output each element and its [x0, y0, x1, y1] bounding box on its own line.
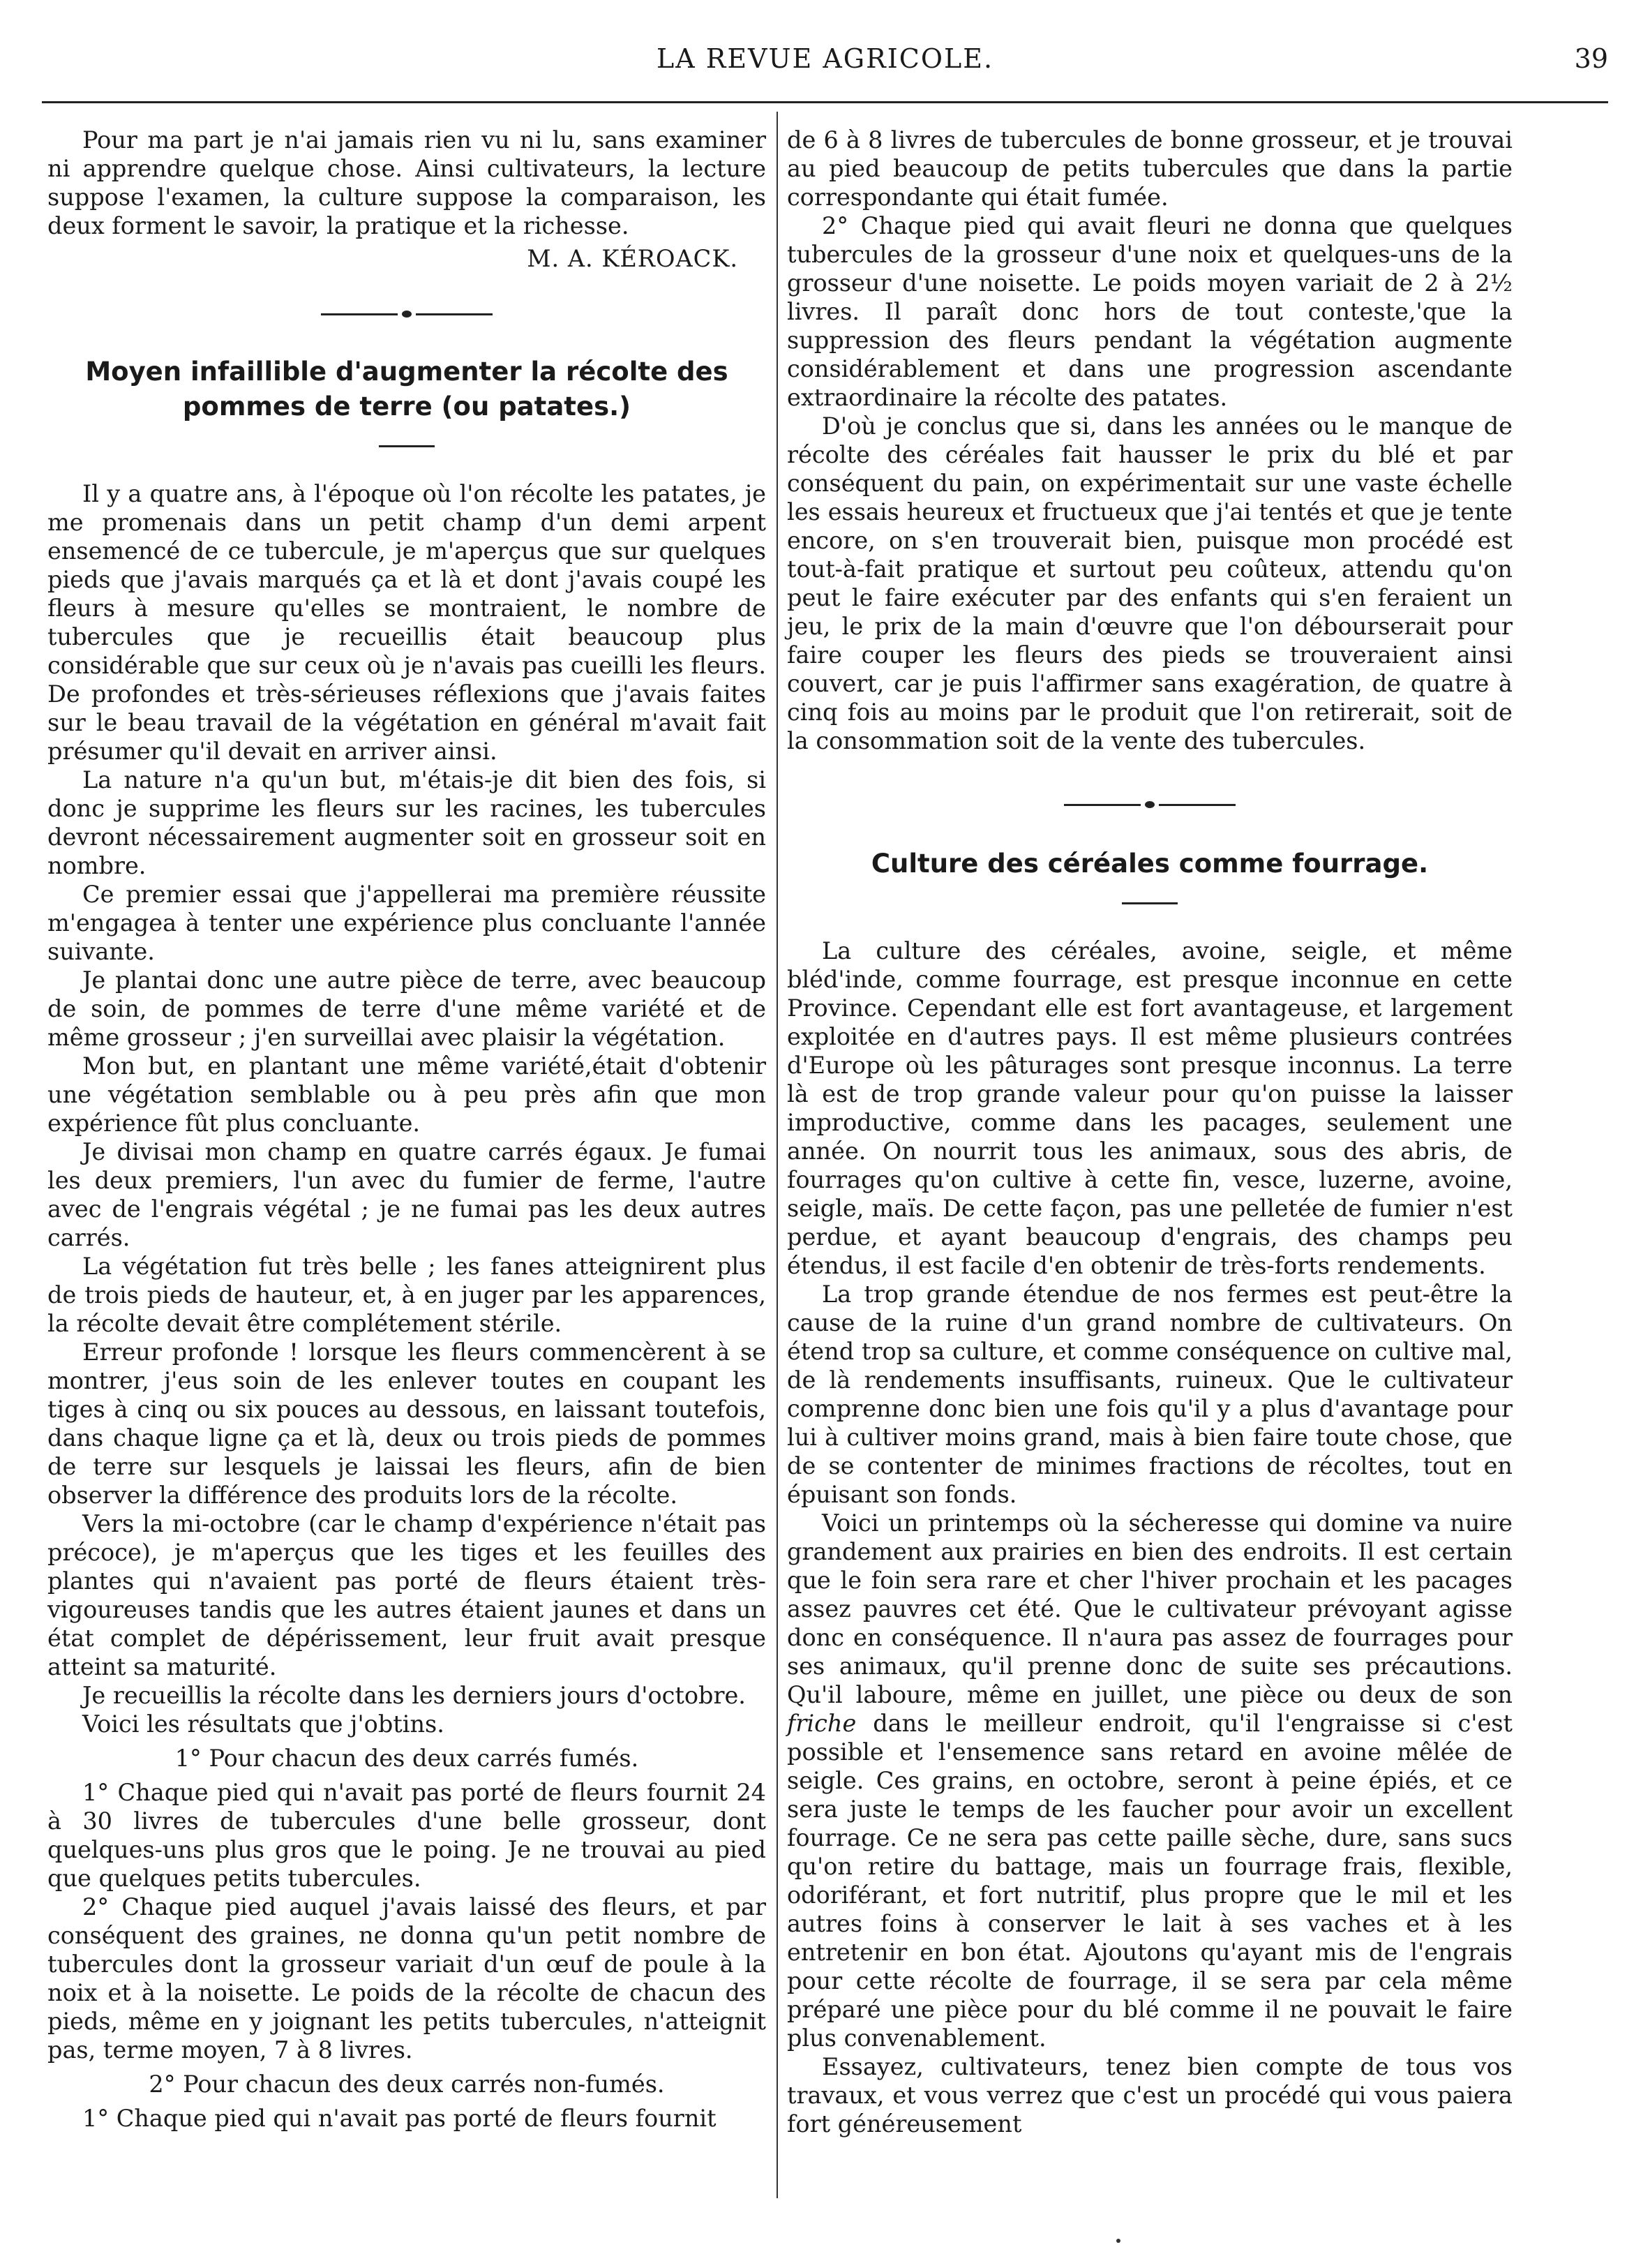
title-rule [1122, 902, 1178, 904]
header-rule [42, 101, 1608, 103]
results-subheading: 1° Pour chacun des deux carrés fumés. [174, 1745, 639, 1772]
paragraph: Je divisai mon champ en quatre carrés égaux. Je fumai les deux premiers, l'un avec du fumier de ferme, l'autre avec de l'engrais végétal ; je ne fumai pas les deux autres carrés. [47, 1138, 766, 1251]
paragraph: La culture des céréales, avoine, seigle, et même bléd'inde, comme fourrage, est presque inconnue en cette Province. Cependant elle est fort avantageuse, et largement exploitée en d'autres pays. Il est même plusieurs contrées d'Europe où les pâturages sont presque inconnus. La terre là est de trop grande valeur pour qu'on puisse la laisser improductive, comme dans les pacages, seulement une année. On nourrit tous les animaux, sous des abris, de fourrages qu'on cultive à cette fin, vesce, luzerne, avoine, seigle, maïs. De cette façon, pas une pelletée de fumier n'est perdue, et ayant beaucoup d'engrais, des champs peu étendus, il est facile d'en obtenir de très-forts rendements. [787, 937, 1513, 1279]
ornament-line [1064, 804, 1141, 806]
right-column [787, 126, 1513, 2138]
running-head: LA REVUE AGRICOLE. [656, 43, 994, 74]
paragraph: Il y a quatre ans, à l'époque où l'on récolte les patates, je me promenais dans un petit champ d'un demi arpent ensemencé de ce tubercule, je m'aperçus que sur quelques pieds que j'avais marqués ça et là et dont j'avais coupé les fleurs à mesure qu'elles se montraient, le nombre de tubercules que je recueillis était beaucoup plus considérable que sur ceux où je n'avais pas cueilli les fleurs. De profondes et très-sérieuses réflexions que j'avais faites sur le beau travail de la végétation en général m'avait fait présumer qu'il devait en arriver ainsi. [47, 480, 766, 765]
paragraph: 1° Chaque pied qui n'avait pas porté de fleurs fournit [82, 2105, 717, 2132]
ornament-dot [402, 311, 412, 318]
left-column [47, 126, 766, 2133]
paragraph: D'où je conclus que si, dans les années ou le manque de récolte des céréales fait hausser le prix du blé et par conséquent du pain, on expérimentait sur une vaste échelle les essais heureux et fructueux que j'ai tentés et que je tente encore, on s'en trouverait bien, puisque mon procédé est tout-à-fait pratique et surtout peu coûteux, attendu qu'on peut le faire exécuter par des enfants qui s'en feraient un jeu, le prix de la main d'œuvre que l'on débourserait pour faire couper les fleurs des pieds se trouveraient ainsi couvert, car je puis l'affirmer sans exagération, de quatre à cinq fois au moins par le produit que l'on retirerait, soit de la consommation soit de la vente des tubercules. [787, 412, 1513, 754]
ornament-line [416, 313, 493, 315]
title-rule [379, 445, 435, 447]
paragraph: Mon but, en plantant une même variété,était d'obtenir une végétation semblable ou à peu près afin que mon expérience fût plus concluante. [47, 1052, 766, 1137]
section-ornament [47, 299, 766, 328]
paragraph: La trop grande étendue de nos fermes est peut-être la cause de la ruine d'un grand nombre de cultivateurs. On étend trop sa culture, et comme conséquence on cultive mal, de là rendements insuffisants, ruineux. Que le cultivateur comprenne donc bien une fois qu'il y a plus d'avantage pour lui à cultiver moins grand, mais à bien faire toute chose, que de se contenter de minimes fractions de récoltes, tout en épuisant son fonds. [787, 1281, 1513, 1508]
paragraph: Pour ma part je n'ai jamais rien vu ni lu, sans examiner ni apprendre quelque chose. Ainsi cultivateurs, la lecture suppose l'examen, la culture suppose la comparaison, les deux forment le savoir, la pratique et la richesse. [47, 126, 766, 239]
ornament-dot [1145, 801, 1155, 808]
paragraph: Je recueillis la récolte dans les derniers jours d'octobre. [82, 1682, 746, 1709]
section-ornament [787, 790, 1513, 819]
paragraph: 2° Chaque pied qui avait fleuri ne donna que quelques tubercules de la grosseur d'une noix et quelques-uns de la grosseur d'une noisette. Le poids moyen variait de 2 à 2½ livres. Il paraît donc hors de tout conteste,'que la suppression des fleurs pendant la végétation augmente considérablement et dans une progression ascendante extraordinaire la récolte des patates. [787, 212, 1513, 411]
paragraph: Ce premier essai que j'appellerai ma première réussite m'engagea à tenter une expérience plus concluante l'année suivante. [47, 881, 766, 965]
article-title: Moyen infaillible d'augmenter la récolte des pommes de terre (ou patates.) [85, 357, 728, 421]
paragraph: 2° Chaque pied auquel j'avais laissé des fleurs, et par conséquent des graines, ne donna qu'un petit nombre de tubercules dont la grosseur variait d'un œuf de poule à la noix et à la noisette. Le poids de la récolte de chacun des pieds, même en y joignant les petits tubercules, n'atteignit pas, terme moyen, 7 à 8 livres. [47, 1893, 766, 2064]
results-subheading: 2° Pour chacun des deux carrés non-fumés. [149, 2071, 665, 2098]
paragraph: La végétation fut très belle ; les fanes atteignirent plus de trois pieds de hauteur, et, à en juger par les apparences, la récolte devait être complétement stérile. [47, 1253, 766, 1337]
paragraph: Erreur profonde ! lorsque les fleurs commencèrent à se montrer, j'eus soin de les enlever toutes en coupant les tiges à cinq ou six pouces au dessous, en laissant toutefois, dans chaque ligne ça et là, deux ou trois pieds de pommes de terre sur lesquels je laissai les fleurs, afin de bien observer la différence des produits lors de la récolte. [47, 1338, 766, 1509]
text-run: Voici un printemps où la sécheresse qui domine va nuire grandement aux prairies en bien des endroits. Il est certain que le foin sera rare et cher l'hiver prochain et les pacages assez pauvres cet été. Que le cultivateur prévoyant agisse donc en conséquence. Il n'aura pas assez de fourrages pour ses animaux, qu'il prenne donc de suite ses précautions. Qu'il laboure, même en juillet, une pièce ou deux de son [787, 1509, 1513, 1708]
paragraph: Vers la mi-octobre (car le champ d'expérience n'était pas précoce), je m'aperçus que les tiges et les feuilles des plantes qui n'avaient pas porté de fleurs étaient très-vigoureuses tandis que les autres étaient jaunes et dans un état complet de dépérissement, leur fruit avait presque atteint sa maturité. [47, 1510, 766, 1680]
paragraph: Essayez, cultivateurs, tenez bien compte de tous vos travaux, et vous verrez que c'est un procédé qui vous paiera fort généreusement [787, 2053, 1513, 2138]
text-run: dans le meilleur endroit, qu'il l'engraisse si c'est possible et l'ensemence sans retard en avoine mêlée de seigle. Ces grains, en octobre, seront à peine épiés, et ce sera juste le temps de les faucher pour avoir un excellent fourrage. Ce ne sera pas cette paille sèche, dure, sans sucs qu'on retire du battage, mais un fourrage frais, flexible, odoriférant, et fort nutritif, plus propre que le mil et les autres foins à conserver le lait à ses vaches et à les entretenir en bon état. Ajoutons qu'ayant mis de l'engrais pour cette récolte de fourrage, il se sera par cela même préparé une pièce pour du blé comme il ne pouvait le faire plus convenablement. [787, 1710, 1513, 2052]
paragraph: Voici les résultats que j'obtins. [82, 1710, 444, 1738]
page-header [42, 43, 1608, 85]
italic-word: friche [787, 1710, 857, 1737]
author-signature: M. A. KÉROACK. [527, 245, 738, 272]
column-divider [777, 112, 778, 2198]
article-title: Culture des céréales comme fourrage. [871, 849, 1429, 879]
ornament-line [321, 313, 398, 315]
stray-mark [1116, 2239, 1120, 2243]
ornament-line [1159, 804, 1236, 806]
page-number: 39 [1574, 43, 1608, 74]
paragraph: de 6 à 8 livres de tubercules de bonne grosseur, et je trouvai au pied beaucoup de petits tubercules que dans la partie correspondante qui était fumée. [787, 126, 1513, 211]
paragraph: Je plantai donc une autre pièce de terre, avec beaucoup de soin, de pommes de terre d'une même variété et de même grosseur ; j'en surveillai avec plaisir la végétation. [47, 967, 766, 1051]
paragraph: 1° Chaque pied qui n'avait pas porté de fleurs fournit 24 à 30 livres de tubercules d'une belle grosseur, dont quelques-uns plus gros que le poing. Je ne trouvai au pied que quelques petits tubercules. [47, 1779, 766, 1892]
paragraph: La nature n'a qu'un but, m'étais-je dit bien des fois, si donc je supprime les fleurs sur les racines, les tubercules devront nécessairement augmenter soit en grosseur soit en nombre. [47, 766, 766, 879]
paragraph [787, 1509, 1513, 2052]
